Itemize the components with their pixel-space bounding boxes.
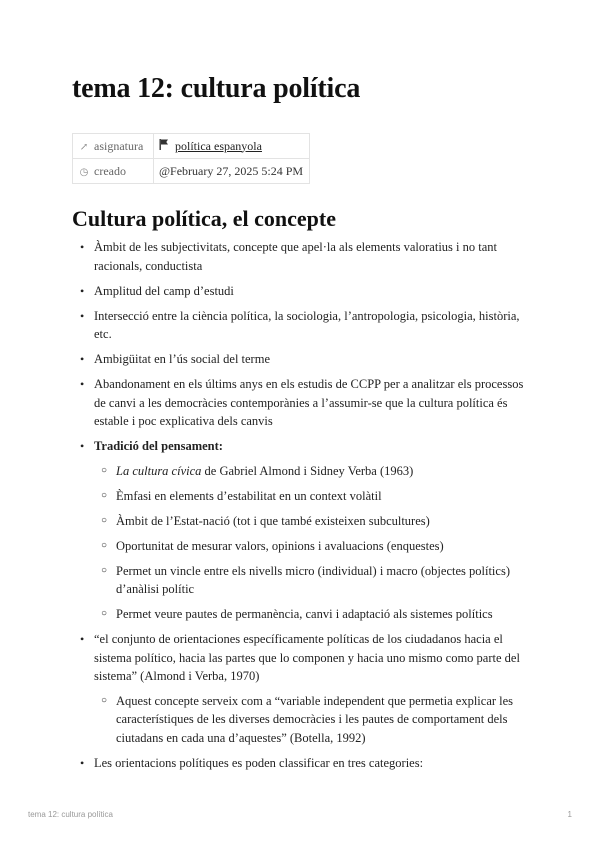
sub-list-item: ○ La cultura cívica de Gabriel Almond i Sidney Verba (1963) [94,462,528,481]
list-item: • Abandonament en els últims anys en els estudis de CCPP per a analitzar els processos de canvi a les democràcies contemporànies a l’assumir-se que la cultura política és estable i poc explicativa dels canvis [80,377,524,428]
bullet-list [72,238,528,772]
bullet-circle: ○ [101,464,108,476]
arrow-up-right-icon: ↗ [79,141,89,153]
flag-icon [159,139,170,154]
property-key: creado [94,163,126,178]
property-row-creado [73,159,310,184]
property-row-asignatura [73,134,310,159]
bullet-dot: • [80,352,85,366]
asignatura-link[interactable]: política espanyola [175,138,262,153]
bold-label: Tradició del pensament: [94,439,223,453]
page-title: tema 12: cultura política [72,73,361,104]
bullet-circle: ○ [101,694,108,706]
property-key: asignatura [94,138,144,153]
sub-list-item: ○ Oportunitat de mesurar valors, opinions i avaluacions (enquestes) [94,537,528,556]
bullet-dot: • [80,755,85,770]
properties-table [72,133,310,184]
bullet-circle: ○ [101,539,108,551]
sub-bullet-list [94,692,528,748]
list-item: • “el conjunto de orientaciones específicamente políticas de los ciudadanos hacia el sistema político, hacia las partes que lo componen y hacia uno mismo como parte del sistema” (Almond i Verba, 1970) ○ Aquest concepte serveix com a “variable independent que permetia explicar les característiques de les diverses democràcies i les pautes de comportament dels ciutadans en cada una d’aquestes” (Botella, 1992) [72,630,528,747]
section-heading: Cultura política, el concepte [72,206,336,231]
page-number: 1 [567,810,572,819]
bullet-circle: ○ [101,489,108,501]
created-date: @February 27, 2025 5:24 PM [154,159,310,184]
bullet-circle: ○ [101,608,108,619]
list-item [72,437,528,624]
clock-icon: ◷ [79,166,89,178]
bullet-dot: • [80,240,85,254]
bullet-circle: ○ [101,564,108,576]
italic-title: La cultura cívica [116,463,202,478]
bullet-dot: • [80,632,85,646]
list-item: • Àmbit de les subjectivitats, concepte que apel·la als elements valoratius i no tant racionals, conductista [80,240,498,273]
page-footer [28,810,572,819]
sub-list-item: ○ Aquest concepte serveix com a “variable independent que permetia explicar les característiques de les diverses democràcies i les pautes de comportament dels ciutadans en cada una d’aquestes” (Botella, 1992) [101,693,514,745]
list-item: • Ambigüitat en l’ús social del terme [72,350,528,369]
list-item: • Intersecció entre la ciència política, la sociologia, l’antropologia, psicologia, història, etc. [80,308,520,341]
list-item: • Les orientacions polítiques es poden classificar en tres categories: [72,754,528,773]
footer-title: tema 12: cultura política [28,810,113,819]
sub-list-item: ○ Àmbit de l’Estat-nació (tot i que també existeixen subcultures) [94,512,528,531]
bullet-dot: • [80,377,85,391]
list-item: • Amplitud del camp d’estudi [72,282,528,301]
sub-list-item: ○ Èmfasi en elements d’estabilitat en un context volàtil [94,487,528,506]
sub-list-item: ○ Permet veure pautes de permanència, canvi i adaptació als sistemes polítics [94,605,528,624]
sub-bullet-list [94,462,528,624]
bullet-circle: ○ [101,514,108,526]
sub-list-item: ○ Permet un vincle entre els nivells micro (individual) i macro (objectes polítics) d’anàlisi polític [101,563,510,596]
bullet-dot: • [80,308,85,323]
bullet-dot: • [80,283,85,298]
content [72,238,528,779]
bullet-dot: • [80,439,85,453]
